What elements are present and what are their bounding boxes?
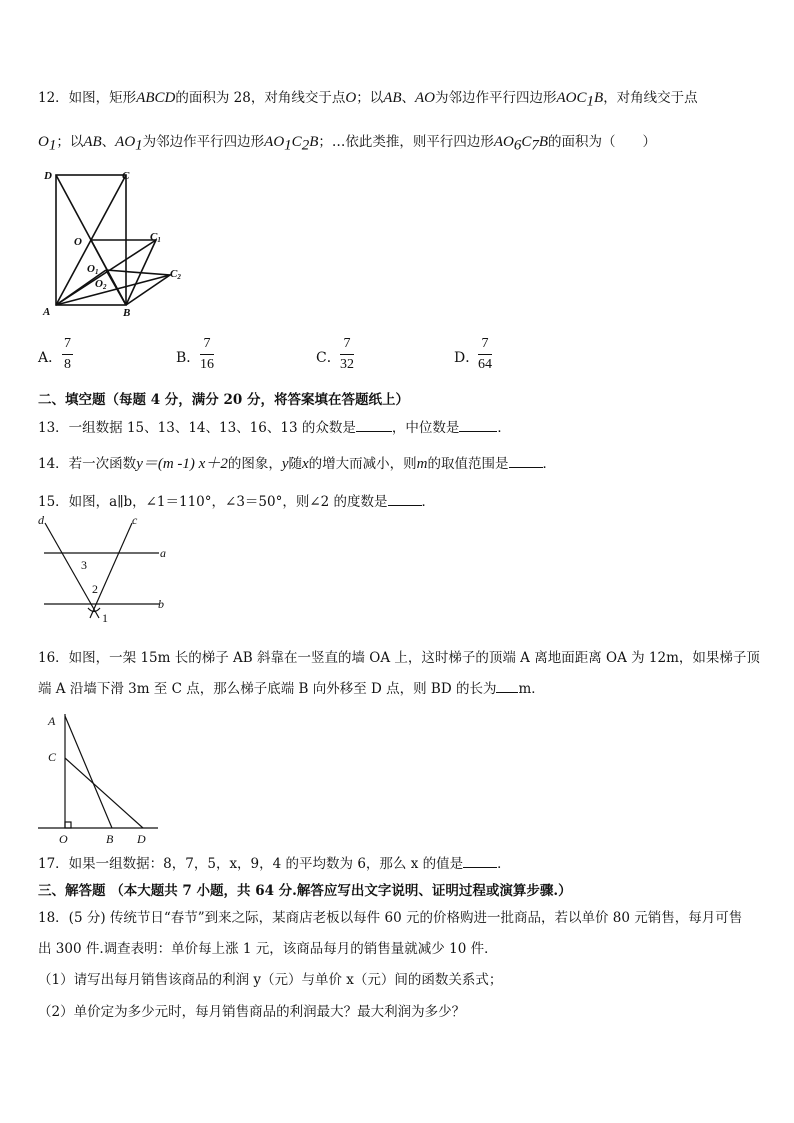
q13-text: ，中位数是 bbox=[391, 420, 460, 436]
sep: 、 bbox=[401, 90, 416, 106]
label-c1: C1 bbox=[150, 231, 161, 244]
para2-end: B bbox=[309, 134, 319, 150]
label-b: b bbox=[158, 597, 164, 611]
seg-ao: AO bbox=[415, 90, 436, 106]
q12-text: ，对角线交于点 bbox=[603, 90, 698, 106]
seg-ao1: AO bbox=[115, 134, 136, 150]
para3: AO bbox=[493, 134, 514, 150]
q16-text: m． bbox=[518, 681, 545, 697]
q16-text: 端 A 沿墙下滑 3m 至 C 点，那么梯子底端 B 向外移至 D 点，则 BD 的长为 bbox=[38, 681, 497, 697]
option-a-label: A． bbox=[38, 350, 63, 366]
sub: 1 bbox=[284, 137, 292, 154]
label-a: A bbox=[43, 306, 51, 318]
sub: 1 bbox=[135, 137, 143, 154]
q12-text: 的面积为（ ） bbox=[548, 134, 657, 150]
label-b: B bbox=[106, 832, 114, 846]
q14-text: ． bbox=[542, 456, 557, 472]
option-a-fraction bbox=[62, 336, 73, 373]
q12-text: ；以 bbox=[356, 90, 384, 106]
q12-line1 bbox=[38, 86, 698, 111]
q16-line1: 16．如图，一架 15m 长的梯子 AB 斜靠在一竖直的墙 OA 上，这时梯子的顶端 A 离地面距离 OA 为 12m，如果梯子顶 bbox=[38, 650, 760, 666]
section-2-heading: 二、填空题（每题 4 分，满分 20 分，将答案填在答题纸上） bbox=[38, 392, 409, 408]
seg-ab: AB bbox=[383, 90, 402, 106]
label-a: A bbox=[48, 714, 56, 728]
q14-text: 的取值范围是 bbox=[427, 456, 509, 472]
q16-figure bbox=[34, 706, 164, 848]
numerator: 7 bbox=[203, 336, 211, 351]
q12-text: 为邻边作平行四边形 bbox=[142, 134, 265, 150]
q17 bbox=[38, 852, 511, 872]
numerator: 7 bbox=[343, 336, 351, 351]
denominator: 32 bbox=[340, 357, 354, 372]
label-o: O bbox=[74, 236, 82, 248]
label-d: D bbox=[137, 832, 146, 846]
denominator: 64 bbox=[478, 357, 492, 372]
q15-figure bbox=[34, 512, 179, 630]
label-o: O bbox=[59, 832, 68, 846]
answer-blank[interactable] bbox=[388, 493, 422, 506]
q14-text: 14．若一次函数 bbox=[38, 456, 137, 472]
q17-text: ． bbox=[497, 856, 511, 872]
formula: y＝(m -1) x＋2 bbox=[136, 456, 228, 472]
label-d: d bbox=[38, 513, 44, 527]
answer-blank[interactable] bbox=[509, 455, 543, 468]
para1: AOC bbox=[556, 90, 587, 106]
q14-text: 随 bbox=[288, 456, 302, 472]
ladder-cd bbox=[65, 758, 143, 828]
denominator: 8 bbox=[64, 357, 71, 372]
para2: AO bbox=[264, 134, 285, 150]
q13-text: ． bbox=[497, 420, 511, 436]
numerator: 7 bbox=[481, 336, 489, 351]
q18-sub2: （2）单价定为多少元时，每月销售商品的利润最大？最大利润为多少？ bbox=[38, 1004, 466, 1020]
var-x: x bbox=[302, 456, 309, 472]
q12-text: 12．如图，矩形 bbox=[38, 90, 137, 106]
answer-blank[interactable] bbox=[459, 419, 497, 432]
denominator: 16 bbox=[200, 357, 214, 372]
q13 bbox=[38, 416, 511, 436]
q18-line1: 18．(5 分) 传统节日“春节”到来之际，某商店老板以每件 60 元的价格购进一批商品，若以单价 80 元销售，每月可售 bbox=[38, 910, 743, 926]
label-c: c bbox=[132, 513, 138, 527]
answer-blank[interactable] bbox=[356, 419, 392, 432]
q12-text: ；…依此类推，则平行四边形 bbox=[318, 134, 494, 150]
rect-name: ABCD bbox=[136, 90, 176, 106]
sub: 6 bbox=[513, 137, 522, 154]
angle-3-label: 3 bbox=[81, 558, 87, 572]
option-b-label: B． bbox=[176, 350, 201, 366]
q16-line2 bbox=[38, 677, 545, 697]
para3-c: C bbox=[521, 134, 532, 150]
var-y: y bbox=[281, 456, 289, 472]
option-c-label: C． bbox=[316, 350, 341, 366]
option-d-label: D． bbox=[454, 350, 480, 366]
label-d: D bbox=[44, 170, 52, 182]
q18-sub1: （1）请写出每月销售该商品的利润 y（元）与单价 x（元）间的函数关系式； bbox=[38, 972, 503, 988]
sub: 1 bbox=[48, 137, 57, 154]
q13-text: 13．一组数据 15、13、14、13、16、13 的众数是 bbox=[38, 420, 356, 436]
answer-blank[interactable] bbox=[496, 680, 518, 693]
section-3-heading: 三、解答题 （本大题共 7 小题，共 64 分.解答应写出文字说明、证明过程或演算步骤.） bbox=[38, 883, 572, 899]
q15 bbox=[38, 490, 435, 510]
label-c: C bbox=[122, 170, 130, 182]
option-c-fraction bbox=[340, 336, 354, 373]
ladder-ab bbox=[65, 716, 112, 828]
var-m: m bbox=[416, 456, 428, 472]
q12-figure bbox=[40, 165, 200, 320]
point-o1: O bbox=[38, 134, 49, 150]
q12-text: 的面积为 28，对角线交于点 bbox=[175, 90, 346, 106]
label-o1: O1 bbox=[87, 263, 99, 276]
right-angle-mark bbox=[65, 822, 71, 828]
q12-line2 bbox=[38, 130, 656, 155]
sub: 7 bbox=[531, 137, 539, 154]
q15-text: 15．如图，a∥b，∠1＝110°，∠3＝50°，则∠2 的度数是 bbox=[38, 494, 388, 510]
q12-text: ；以 bbox=[56, 134, 84, 150]
q12-text: 为邻边作平行四边形 bbox=[435, 90, 557, 106]
answer-blank[interactable] bbox=[463, 855, 497, 868]
sub: 1 bbox=[586, 93, 595, 110]
q17-text: 17．如果一组数据：8，7，5，x，9，4 的平均数为 6，那么 x 的值是 bbox=[38, 856, 464, 872]
para3-end: B bbox=[538, 134, 549, 150]
para2-c: C bbox=[291, 134, 302, 150]
option-b-fraction bbox=[200, 336, 214, 373]
option-d-fraction bbox=[478, 336, 492, 373]
label-a: a bbox=[160, 546, 166, 560]
seg-ab: AB bbox=[83, 134, 102, 150]
angle-1-label: 1 bbox=[102, 611, 108, 625]
numerator: 7 bbox=[64, 336, 71, 351]
label-c2: C2 bbox=[170, 268, 181, 281]
angle-2-label: 2 bbox=[92, 582, 98, 596]
q15-text: ． bbox=[421, 494, 436, 510]
q14-text: 的增大而减小，则 bbox=[308, 456, 417, 472]
q14 bbox=[38, 452, 556, 473]
q18-line2: 出 300 件.调查表明：单价每上涨 1 元，该商品每月的销售量就减少 10 件． bbox=[38, 941, 498, 957]
para1-end: B bbox=[594, 90, 604, 106]
q14-text: 的图象， bbox=[227, 456, 282, 472]
label-o2: O2 bbox=[95, 278, 107, 291]
sep: 、 bbox=[101, 134, 116, 150]
sub: 2 bbox=[301, 137, 310, 154]
label-b: B bbox=[123, 307, 131, 319]
label-c: C bbox=[48, 750, 57, 764]
point-o: O bbox=[345, 90, 357, 106]
